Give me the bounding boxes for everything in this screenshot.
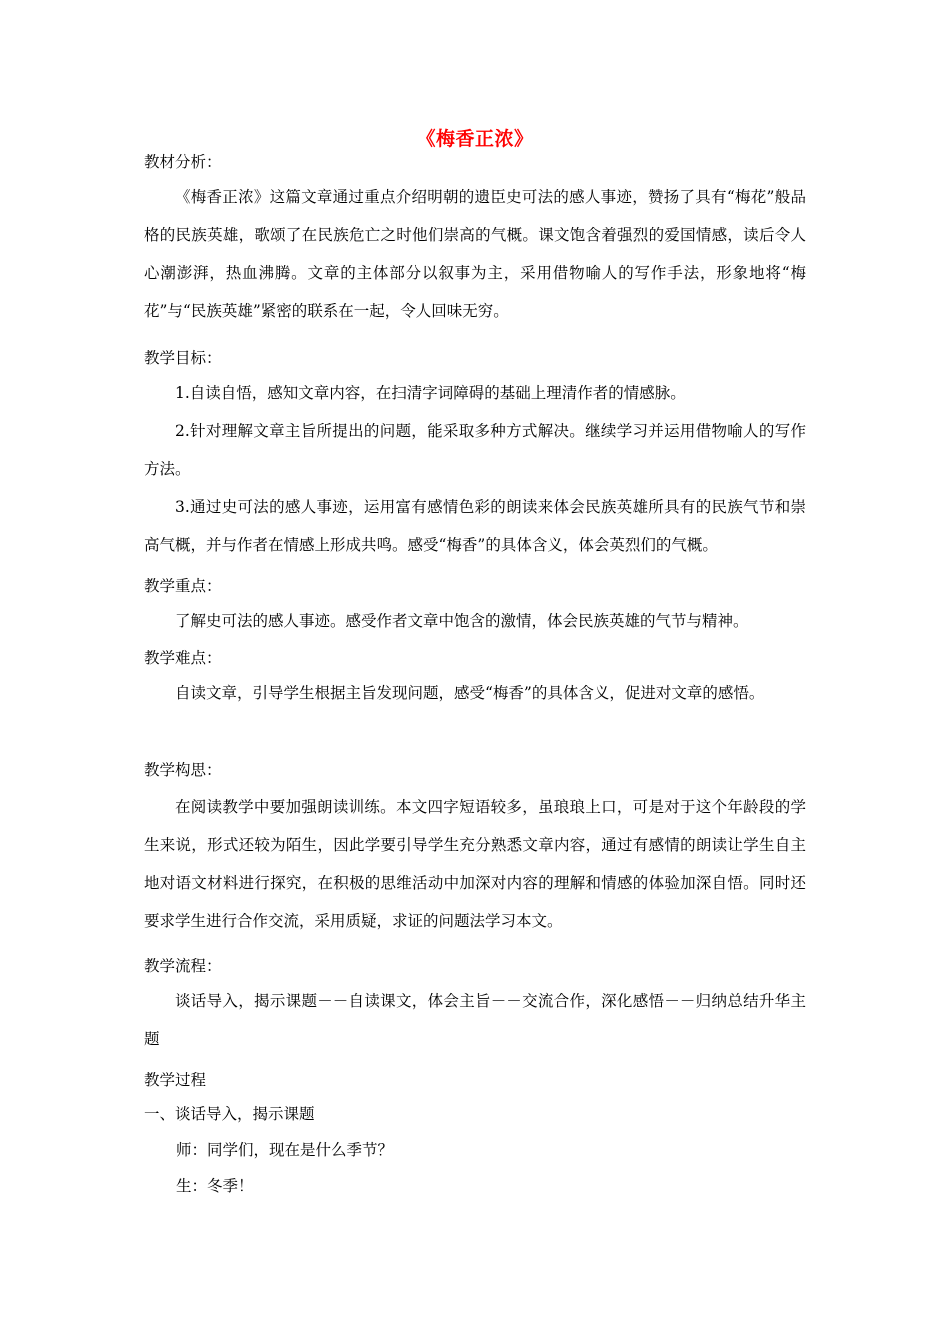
goal-item-2: 2.针对理解文章主旨所提出的问题，能采取多种方式解决。继续学习并运用借物喻人的写作方法。 [144,422,806,478]
dialog-line-teacher: 师：同学们，现在是什么季节？ [176,1141,394,1159]
step-1-heading: 一、谈话导入，揭示课题 [144,1105,315,1123]
key-points-heading: 教学重点： [144,577,222,595]
document-title: 《梅香正浓》 [416,128,534,150]
analysis-paragraph: 《梅香正浓》这篇文章通过重点介绍明朝的遗臣史可法的感人事迹，赞扬了具有“梅花”般品格的民族英雄，歌颂了在民族危亡之时他们崇高的气概。课文饱含着强烈的爱国情感，读后令人心潮澎湃，热血沸腾。文章的主体部分以叙事为主，采用借物喻人的写作手法，形象地将“梅花”与“民族英雄”紧密的联系在一起，令人回味无穷。 [144,188,806,320]
difficulty-heading: 教学难点： [144,649,222,667]
difficulty-paragraph: 自读文章，引导学生根据主旨发现问题，感受“梅香”的具体含义，促进对文章的感悟。 [175,684,765,702]
concept-heading: 教学构思： [144,761,222,779]
goal-item-1: 1.自读自悟，感知文章内容，在扫清字词障碍的基础上理清作者的情感脉。 [175,384,686,402]
key-points-paragraph: 了解史可法的感人事迹。感受作者文章中饱含的激情，体会民族英雄的气节与精神。 [175,612,749,630]
flow-paragraph: 谈话导入，揭示课题－－自读课文，体会主旨－－交流合作，深化感悟－－归纳总结升华主题 [144,992,806,1048]
goal-item-3: 3.通过史可法的感人事迹，运用富有感情色彩的朗读来体会民族英雄所具有的民族气节和崇高气概，并与作者在情感上形成共鸣。感受“梅香”的具体含义，体会英烈们的气概。 [144,498,806,554]
dialog-line-student: 生：冬季！ [176,1177,254,1195]
analysis-heading: 教材分析： [144,153,222,171]
goals-heading: 教学目标： [144,349,222,367]
concept-paragraph: 在阅读教学中要加强朗读训练。本文四字短语较多，虽琅琅上口，可是对于这个年龄段的学生来说，形式还较为陌生，因此学要引导学生充分熟悉文章内容，通过有感情的朗读让学生自主地对语文材料进行探究，在积极的思维活动中加深对内容的理解和情感的体验加深自悟。同时还要求学生进行合作交流，采用质疑，求证的问题法学习本文。 [144,798,806,930]
process-heading: 教学过程 [144,1071,207,1089]
flow-heading: 教学流程： [144,957,222,975]
